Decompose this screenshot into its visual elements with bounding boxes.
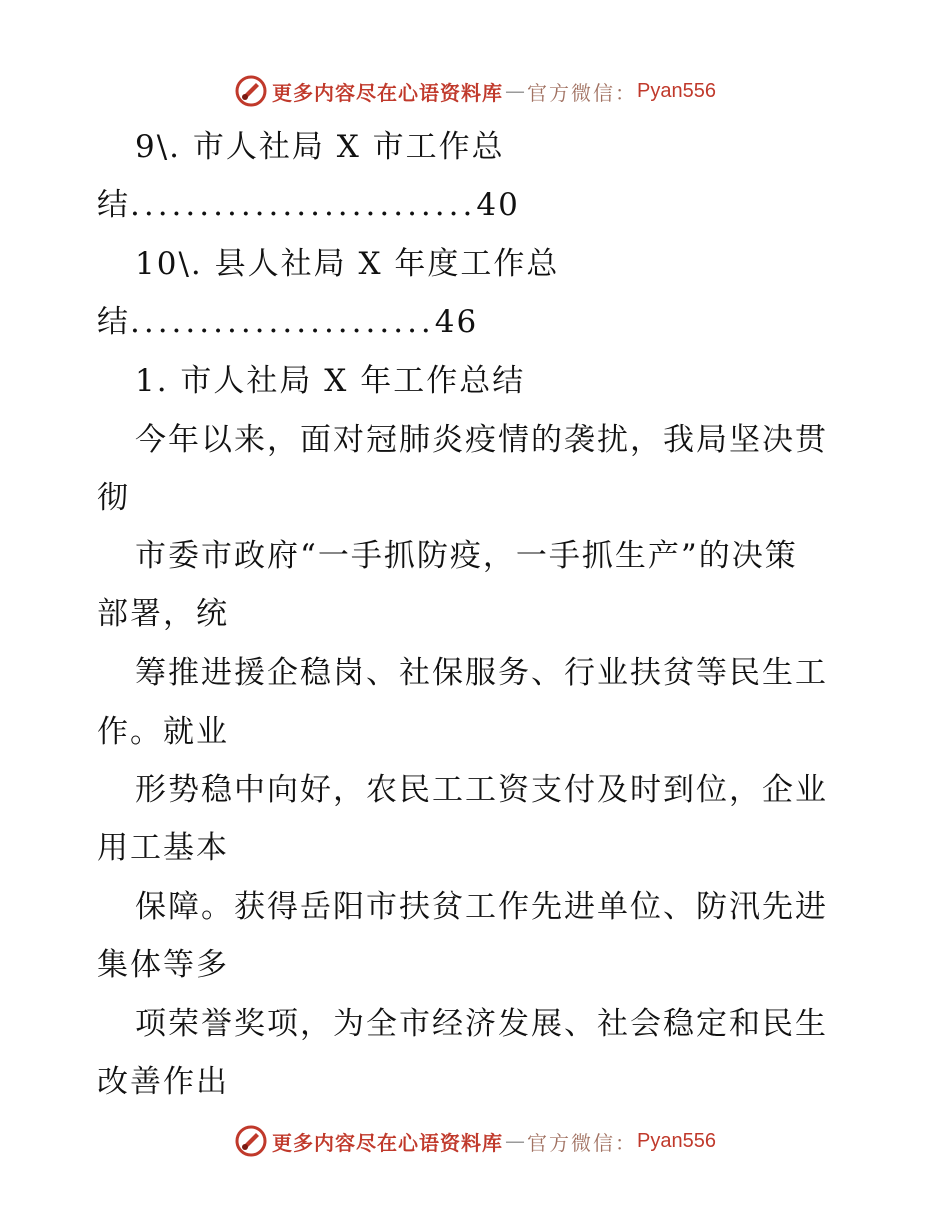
banner-separator: —	[505, 1129, 526, 1153]
toc-entry-leader	[0, 185, 860, 225]
toc-page-number: 46	[434, 304, 479, 340]
toc-dots: ......................	[130, 304, 435, 340]
paragraph-line: 集体等多	[97, 947, 229, 983]
paragraph-line: 项荣誉奖项，为全市经济发展、社会稳定和民生	[135, 1006, 828, 1042]
paragraph-line: 用工基本	[97, 830, 229, 866]
paragraph-line: 改善作出	[97, 1064, 229, 1100]
paragraph-line: 保障。获得岳阳市扶贫工作先进单位、防汛先进	[135, 889, 828, 925]
paragraph-line: 筹推进援企稳岗、社保服务、行业扶贫等民生工	[135, 655, 828, 691]
brand-logo-icon	[234, 1124, 268, 1158]
paragraph-line: 今年以来，面对冠肺炎疫情的袭扰，我局坚决贯	[135, 422, 828, 458]
paragraph-line: 作。就业	[97, 714, 229, 750]
paragraph-line: 彻	[97, 480, 130, 516]
toc-dots: .........................	[130, 187, 477, 223]
banner-main-text: 更多内容尽在心语资料库	[272, 80, 504, 105]
toc-entry-tail: 结	[97, 187, 130, 223]
banner-main-text: 更多内容尽在心语资料库	[272, 1130, 504, 1155]
toc-entry-leader	[0, 302, 860, 342]
banner-label: 官方微信：	[527, 1130, 638, 1155]
banner-label: 官方微信：	[527, 80, 638, 105]
banner-wechat-id: Pyan556	[637, 1129, 716, 1152]
toc-entry-title: 10\. 县人社局 X 年度工作总	[135, 246, 560, 282]
paragraph-line: 部署，统	[97, 596, 229, 632]
toc-entry-title: 9\. 市人社局 X 市工作总	[135, 129, 505, 165]
section-heading: 1. 市人社局 X 年工作总结	[135, 363, 526, 399]
paragraph-line: 市委市政府“一手抓防疫，一手抓生产”的决策	[135, 538, 798, 574]
footer-banner	[0, 1124, 950, 1158]
toc-entry-tail: 结	[97, 304, 130, 340]
banner-wechat-id: Pyan556	[637, 79, 716, 102]
toc-page-number: 40	[476, 187, 520, 223]
paragraph-line: 形势稳中向好，农民工工资支付及时到位，企业	[135, 772, 828, 808]
banner-separator: —	[505, 79, 526, 103]
